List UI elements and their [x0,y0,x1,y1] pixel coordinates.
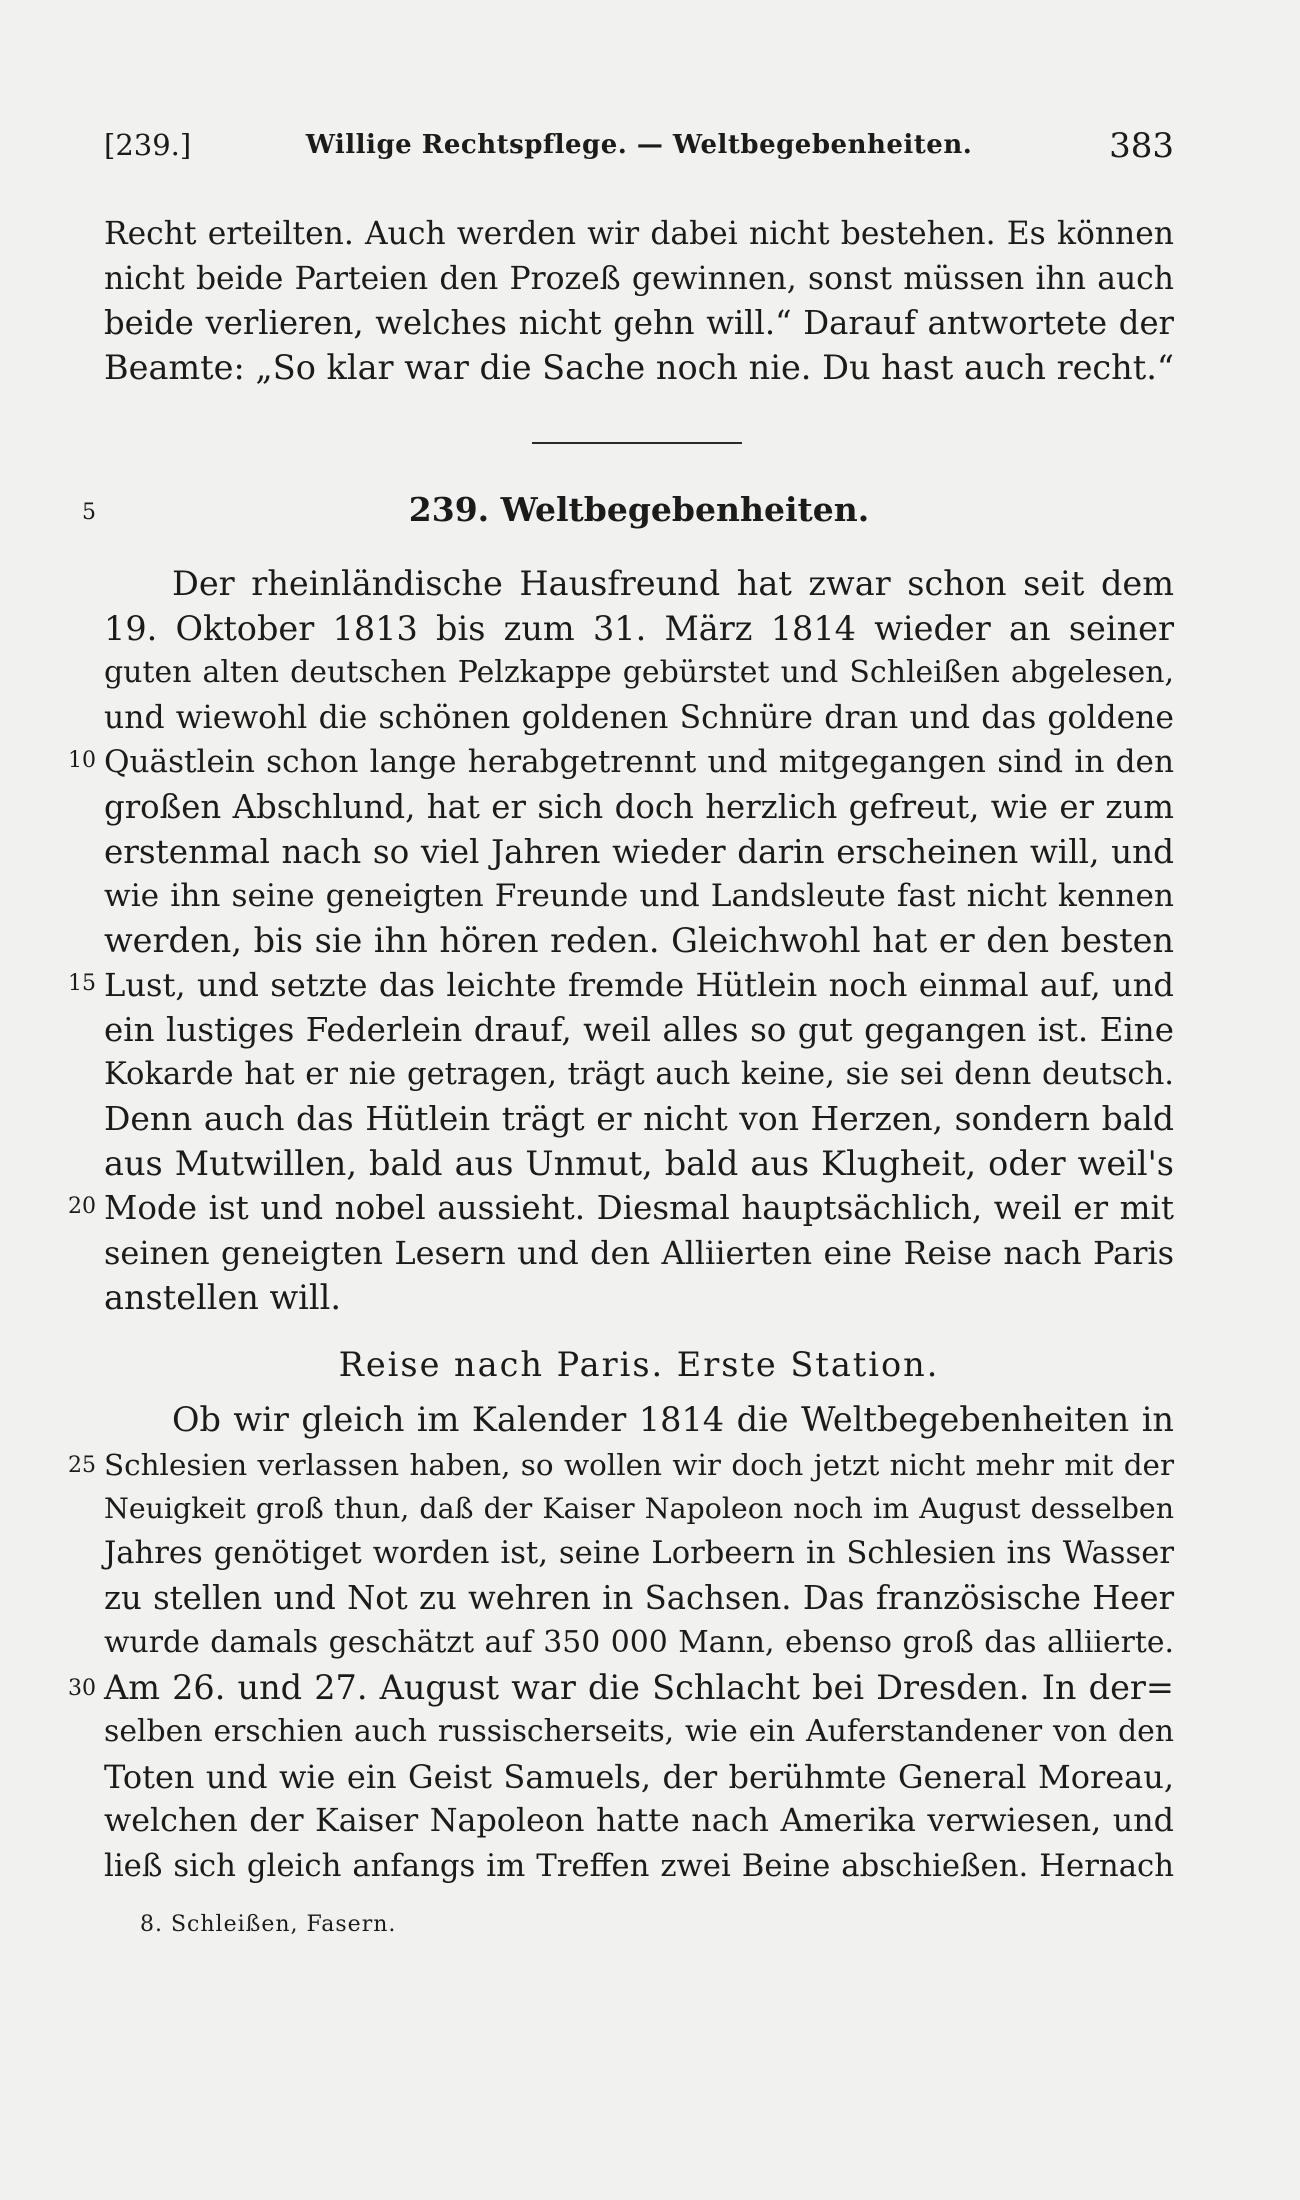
text-line: seinen geneigten Lesern und den Alliierten eine Reise nach Paris [104,1233,1174,1272]
text-line: Kokarde hat er nie getragen, trägt auch keine, sie sei denn deutsch. [104,1056,1174,1092]
text-line: Am 26. und 27. August war die Schlacht bei Dresden. In der= [104,1667,1174,1707]
section-divider [532,442,742,444]
text-line: Neuigkeit groß thun, daß der Kaiser Napoleon noch im August desselben [104,1492,1174,1526]
text-line: zu stellen und Not zu wehren in Sachsen. Das französische Heer [104,1579,1174,1618]
text-line: Jahres genötiget worden ist, seine Lorbeern in Schlesien ins Wasser [104,1535,1174,1571]
text-line: Lust, und setzte das leichte fremde Hütlein noch einmal auf, und [104,966,1174,1005]
text-line: Denn auch das Hütlein trägt er nicht von Herzen, sondern bald [104,1099,1174,1139]
text-line: ein lustiges Federlein drauf, weil alles so gut gegangen ist. Eine [104,1010,1174,1049]
text-line: wie ihn seine geneigten Freunde und Landsleute fast nicht kennen [104,878,1174,915]
line-number: 30 [68,1676,96,1701]
line-number: 15 [68,971,96,996]
section-title: 239. Weltbegebenheiten. [408,490,870,529]
running-header [104,128,1174,178]
running-title: Willige Rechtspflege. — Weltbegebenheiten. [305,130,973,160]
text-line: ließ sich gleich anfangs im Treffen zwei Beine abschießen. Hernach [104,1847,1174,1884]
text-line: Recht erteilten. Auch werden wir dabei nicht bestehen. Es können [104,216,1174,252]
text-line: anstellen will. [104,1277,341,1317]
text-line: nicht beide Parteien den Prozeß gewinnen, sonst müssen ihn auch [104,260,1174,297]
line-number: 5 [82,500,96,525]
text-line: beide verlieren, welches nicht gehn will.“ Darauf antwortete der [104,304,1174,343]
line-number: 25 [68,1453,96,1478]
text-line: wurde damals geschätzt auf 350 000 Mann, ebenso groß das alliierte. [104,1624,1174,1660]
footnote: 8. Schleißen, Fasern. [140,1912,397,1937]
page-number: 383 [1109,126,1174,166]
text-line: Quästlein schon lange herabgetrennt und mitgegangen sind in den [104,744,1174,781]
text-line: großen Abschlund, hat er sich doch herzlich gefreut, wie er zum [104,787,1174,826]
line-number: 10 [68,748,96,773]
text-line: Mode ist und nobel aussieht. Diesmal hauptsächlich, weil er mit [104,1189,1174,1228]
text-line: 19. Oktober 1813 bis zum 31. März 1814 wieder an seiner [104,608,1174,648]
top-paragraph [104,212,1174,390]
text-line: aus Mutwillen, bald aus Unmut, bald aus Klugheit, oder weil's [104,1143,1174,1183]
text-line: welchen der Kaiser Napoleon hatte nach Amerika verwiesen, und [104,1802,1174,1840]
text-line: Ob wir gleich im Kalender 1814 die Weltbegebenheiten in [172,1400,1174,1439]
subheading: Reise nach Paris. Erste Station. [338,1345,940,1384]
line-number: 20 [68,1194,96,1219]
text-line: erstenmal nach so viel Jahren wieder darin erscheinen will, und [104,832,1174,871]
text-line: guten alten deutschen Pelzkappe gebürstet und Schleißen abgelesen, [104,655,1174,691]
section-reference: [239.] [104,128,192,162]
text-line: Toten und wie ein Geist Samuels, der berühmte General Moreau, [104,1757,1174,1796]
text-line: werden, bis sie ihn hören reden. Gleichwohl hat er den besten [104,920,1174,960]
text-line: Der rheinländische Hausfreund hat zwar schon seit dem [172,564,1174,603]
main-paragraph [104,562,1174,1320]
text-line: Schlesien verlassen haben, so wollen wir doch jetzt nicht mehr mit der [104,1447,1174,1482]
text-line: selben erschien auch russischerseits, wie ein Auferstandener von den [104,1714,1174,1750]
text-line: und wiewohl die schönen goldenen Schnüre dran und das goldene [104,699,1174,736]
second-paragraph [104,1398,1174,1889]
text-line: Beamte: „So klar war die Sache noch nie. Du hast auch recht.“ [104,347,1174,387]
